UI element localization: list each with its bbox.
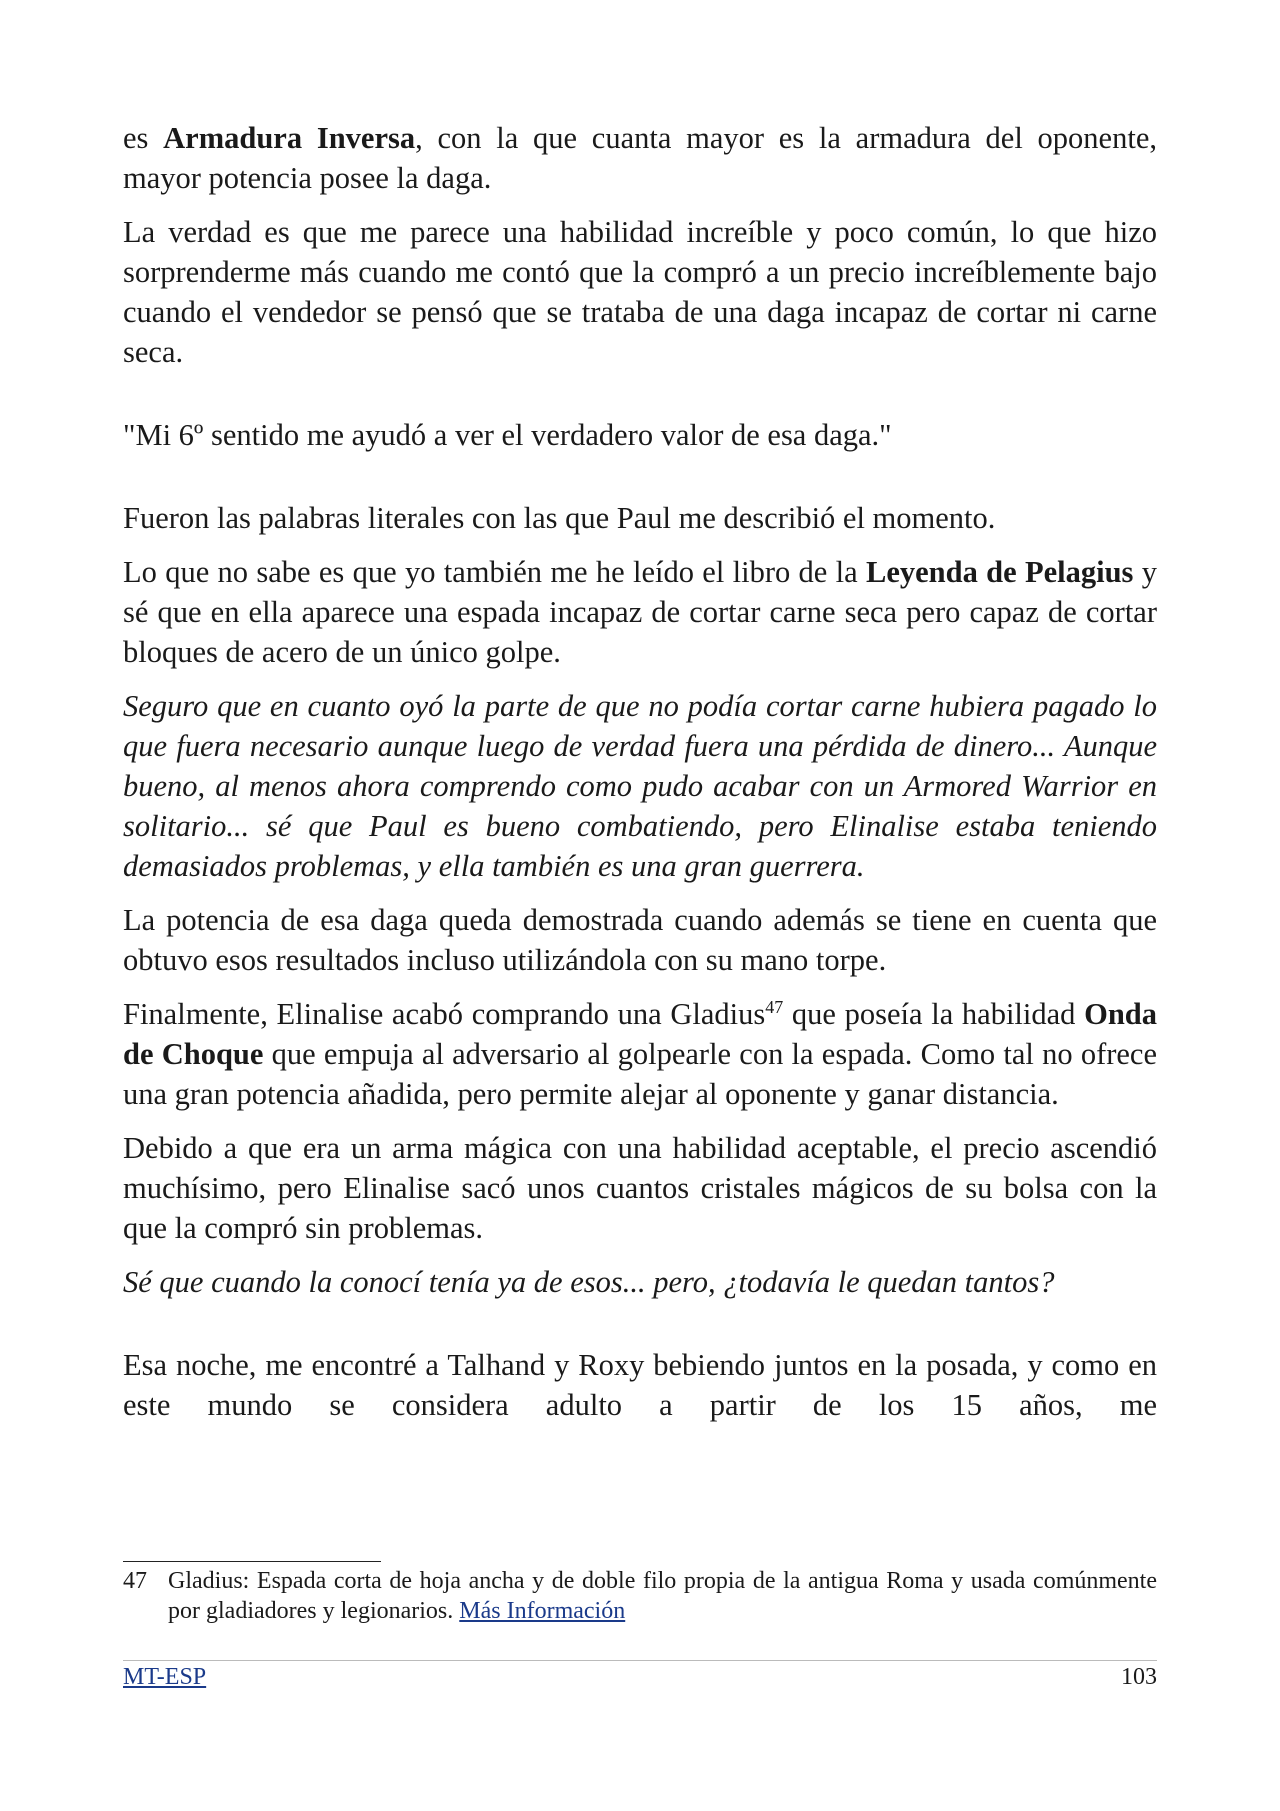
paragraph — [123, 552, 1157, 672]
footer-site-link[interactable]: MT-ESP — [123, 1664, 207, 1690]
paragraph: Esa noche, me encontré a Talhand y Roxy bebiendo juntos en la posada, y como en este mundo se considera adulto a partir de los 15 años, me — [123, 1348, 1157, 1422]
paragraph-text: que empuja al adversario al golpearle con la espada. Como tal no ofrece una gran potencia añadida, pero permite alejar al oponente y ganar distancia. — [123, 1037, 1158, 1111]
quote: "Mi 6º sentido me ayudó a ver el verdadero valor de esa daga." — [123, 418, 892, 452]
paragraph-text: que poseía la habilidad — [783, 997, 1085, 1031]
page-number: 103 — [1121, 1664, 1157, 1690]
footnote-text: Gladius: Espada corta de hoja ancha y de doble filo propia de la antigua Roma y usada comúnmente por gladiadores y legionarios. — [168, 1568, 1157, 1624]
inner-thought: Seguro que en cuanto oyó la parte de que no podía cortar carne hubiera pagado lo que fuera necesario aunque luego de verdad fuera una pérdida de dinero... Aunque bueno, al menos ahora comprendo como pudo acabar con un Armored Warrior en solitario... sé que Paul es bueno combatiendo, pero Elinalise estaba teniendo demasiados problemas, y ella también es una gran guerrera. — [123, 689, 1157, 883]
paragraph — [123, 994, 1157, 1114]
page-body — [123, 118, 1157, 1439]
footnote — [123, 1566, 1157, 1626]
paragraph-text: Lo que no sabe es que yo también me he leído el libro de la — [123, 555, 866, 589]
skill-name: Armadura Inversa — [163, 121, 416, 155]
more-info-link[interactable]: Más Información — [459, 1598, 626, 1624]
footer-divider — [123, 1660, 1157, 1661]
footnote-number: 47 — [123, 1568, 147, 1594]
footnote-divider — [123, 1561, 381, 1562]
paragraph-text: es — [123, 121, 164, 155]
footnote-reference[interactable]: 47 — [765, 996, 784, 1017]
inner-thought: Sé que cuando la conocí tenía ya de esos... pero, ¿todavía le quedan tantos? — [123, 1265, 1055, 1299]
footnote-body — [168, 1566, 1157, 1626]
paragraph-text: Finalmente, Elinalise acabó comprando una Gladius — [123, 997, 766, 1031]
skill-name: Onda de Choque — [123, 997, 1157, 1071]
paragraph-text: y sé que en ella aparece una espada incapaz de cortar carne seca pero capaz de cortar bloques de acero de un único golpe. — [123, 555, 1158, 669]
paragraph — [123, 118, 1157, 198]
paragraph: Debido a que era un arma mágica con una habilidad aceptable, el precio ascendió muchísimo, pero Elinalise sacó unos cuantos cristales mágicos de su bolsa con la que la compró sin problemas. — [123, 1131, 1157, 1245]
book-title: Leyenda de Pelagius — [866, 555, 1134, 589]
paragraph: La potencia de esa daga queda demostrada cuando además se tiene en cuenta que obtuvo esos resultados incluso utilizándola con su mano torpe. — [123, 903, 1157, 977]
paragraph: La verdad es que me parece una habilidad increíble y poco común, lo que hizo sorprenderme más cuando me contó que la compró a un precio increíblemente bajo cuando el vendedor se pensó que se trataba de una daga incapaz de cortar ni carne seca. — [123, 215, 1157, 369]
paragraph-text: , con la que cuanta mayor es la armadura del oponente, mayor potencia posee la daga. — [123, 121, 1157, 195]
paragraph: Fueron las palabras literales con las que Paul me describió el momento. — [123, 501, 996, 535]
